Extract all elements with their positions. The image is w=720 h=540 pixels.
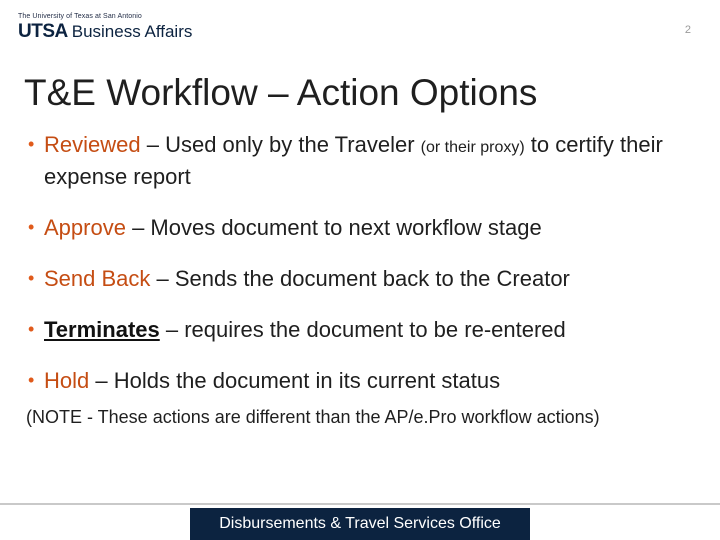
bullet-dot-icon: •	[28, 319, 35, 339]
bullet-term: Reviewed	[44, 132, 141, 157]
bullet-text: to certify their expense report	[44, 132, 663, 189]
bullet-text: – Moves document to next workflow stage	[125, 215, 542, 240]
note-text: (NOTE - These actions are different than the AP/e.Pro workflow actions)	[26, 407, 600, 427]
utsa-logo-text: UTSA	[18, 21, 68, 42]
bullet-hold	[28, 366, 688, 395]
bullet-terminates	[28, 315, 688, 344]
bullet-dot-icon: •	[28, 217, 35, 237]
bullet-term: Approve	[44, 215, 126, 240]
header	[0, 0, 720, 62]
footer-divider	[0, 503, 720, 505]
bullet-reviewed	[28, 130, 688, 191]
bullet-text: – requires the document to be re-entered	[159, 317, 566, 342]
department-name: Business Affairs	[71, 22, 193, 41]
bullet-send-back	[28, 264, 688, 293]
bullet-term: Terminates	[44, 317, 160, 342]
slide-title: T&E Workflow – Action Options	[24, 72, 538, 113]
logo	[18, 21, 192, 43]
bullet-term: Hold	[44, 368, 90, 393]
bullet-approve	[28, 213, 688, 242]
university-name: The University of Texas at San Antonio	[18, 13, 142, 20]
bullet-text: – Sends the document back to the Creator	[150, 266, 570, 291]
bullet-text: – Holds the document in its current status	[89, 368, 501, 393]
bullet-dot-icon: •	[28, 268, 35, 288]
bullet-text: – Used only by the Traveler	[140, 132, 421, 157]
bullet-paren: (or their proxy)	[420, 139, 525, 156]
bullet-list	[28, 130, 688, 395]
bullet-dot-icon: •	[28, 134, 35, 154]
bullet-term: Send Back	[44, 266, 151, 291]
bullet-dot-icon: •	[28, 370, 35, 390]
footer-banner: Disbursements & Travel Services Office	[190, 508, 530, 540]
page-number: 2	[684, 24, 691, 36]
